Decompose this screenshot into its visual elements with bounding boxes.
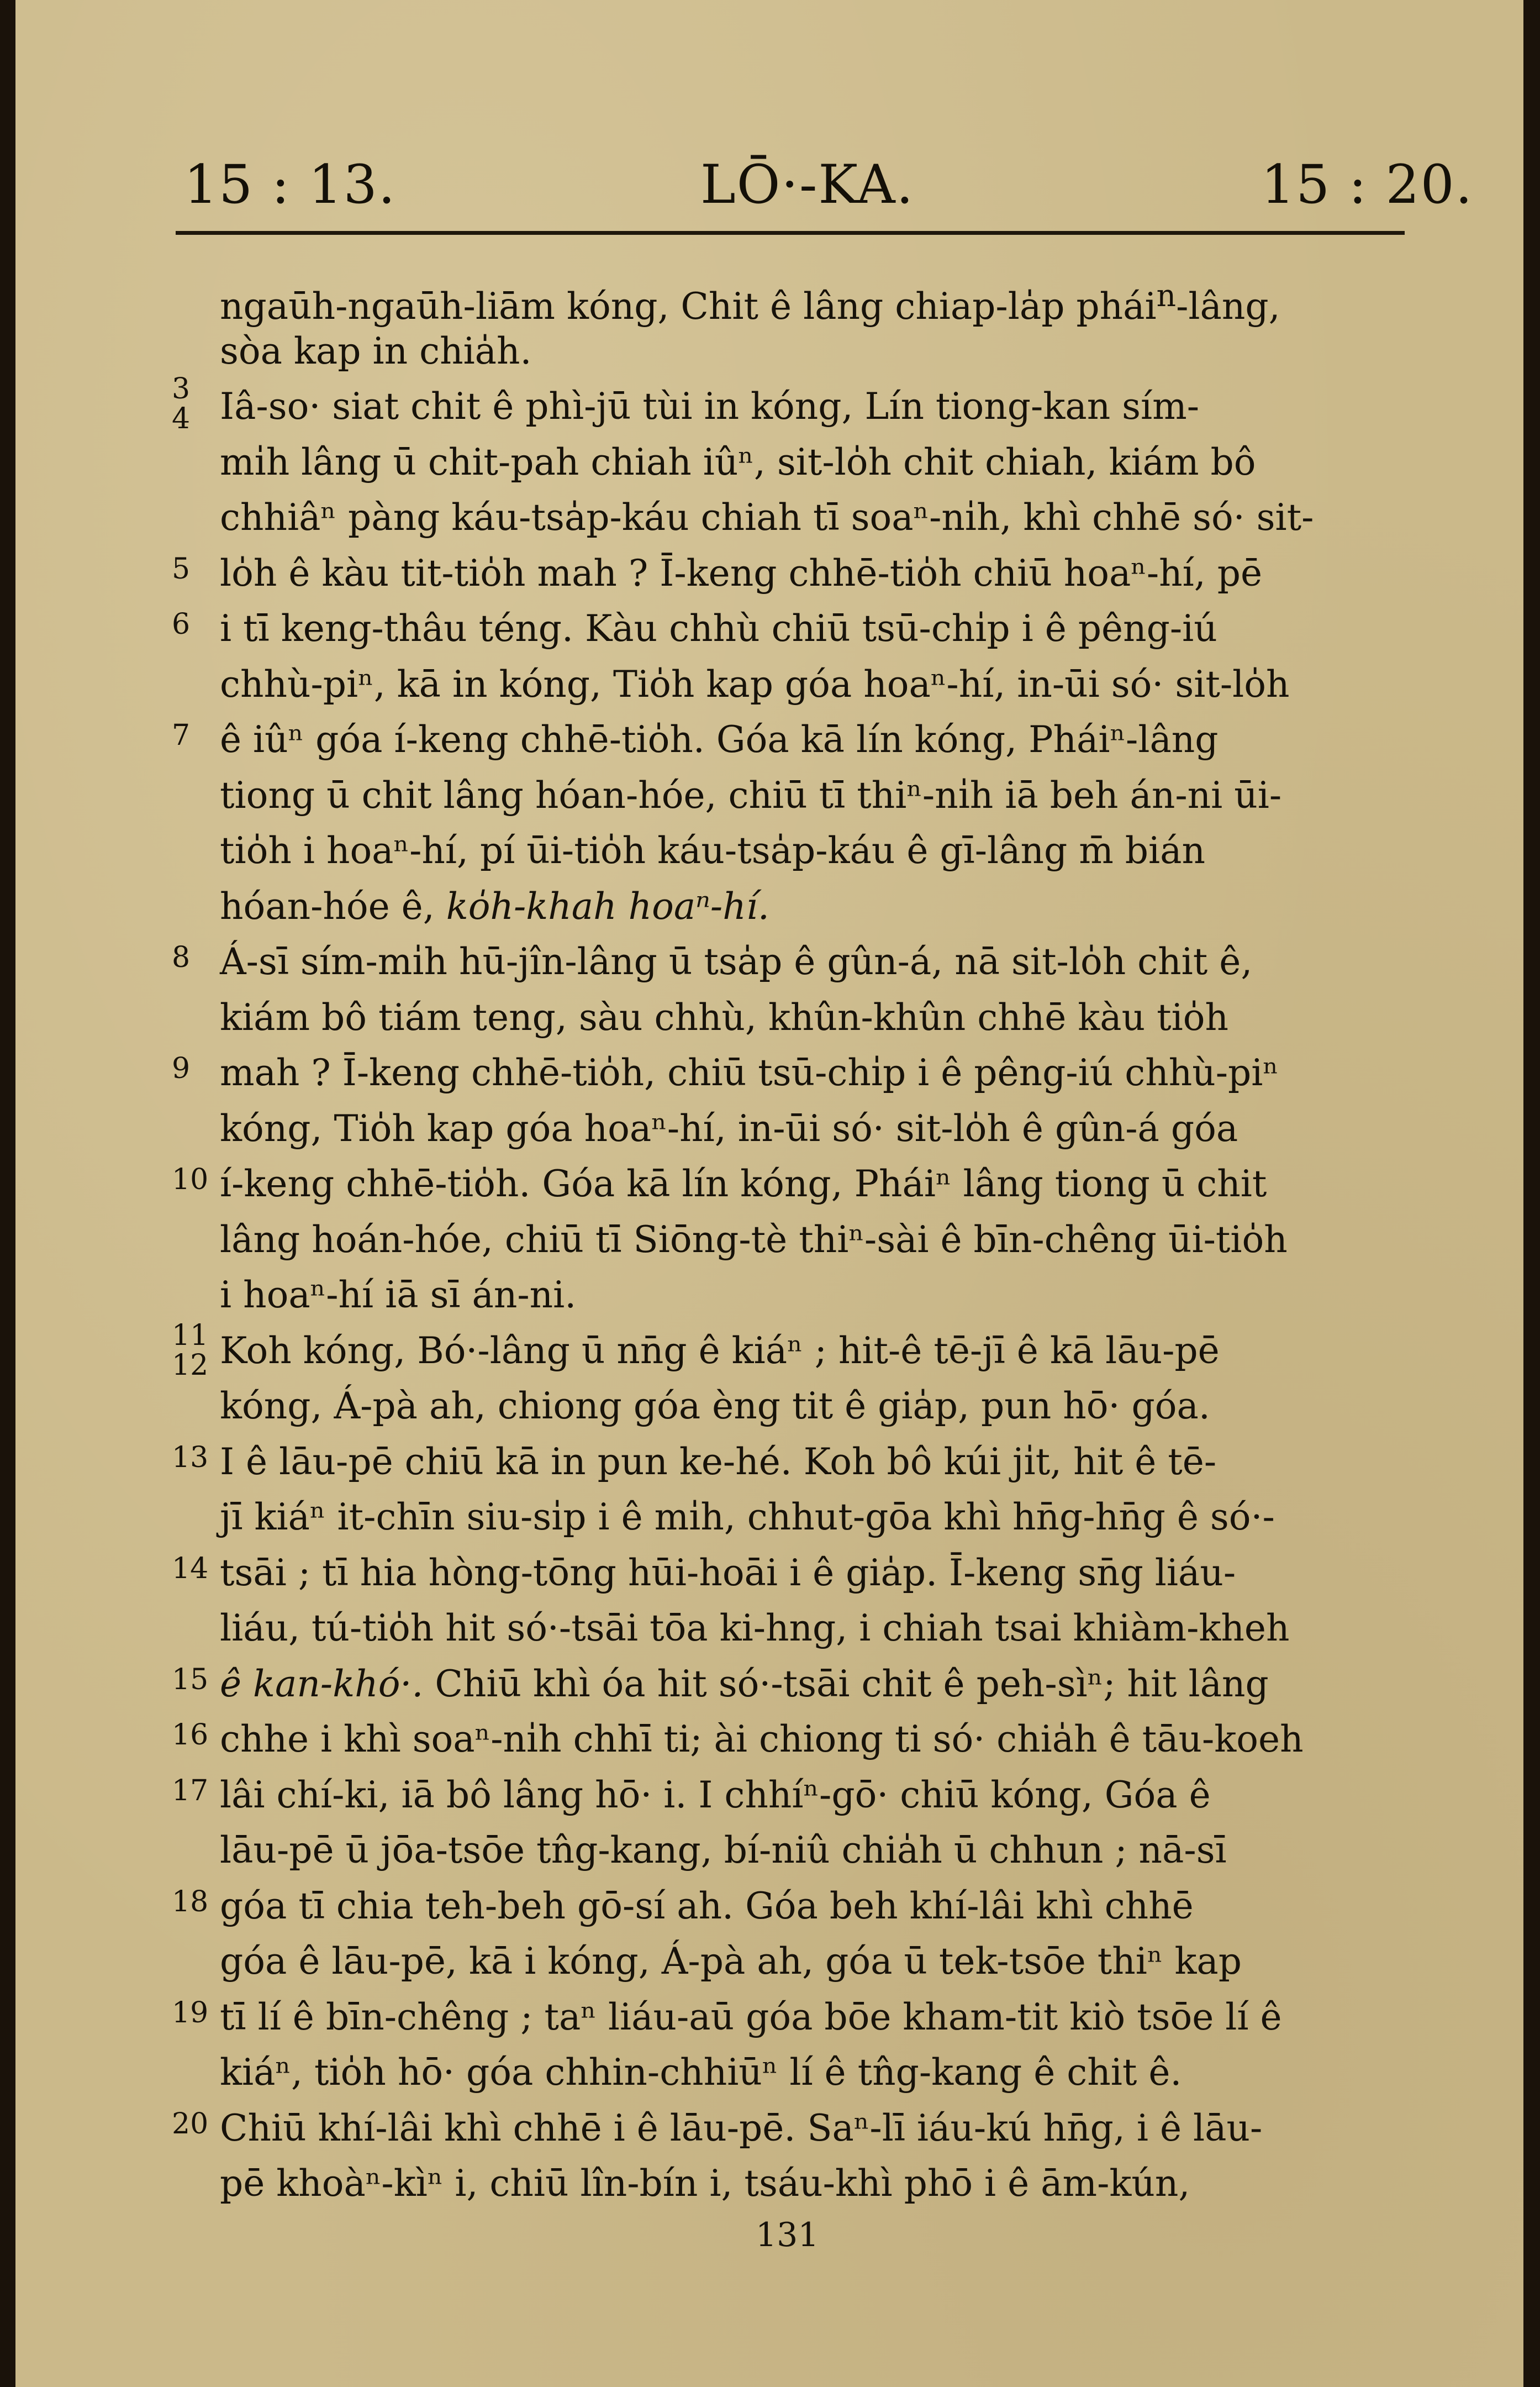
text-line: mi̍h lâng ū chit-pah chiah iûⁿ, sit-lo̍h chit chiah, kiám bô (220, 440, 1256, 483)
verse-number: 11 (172, 1318, 209, 1352)
text-line: i tī keng-thâu téng. Kàu chhù chiū tsū-chi̍p i ê pêng-iú (220, 607, 1217, 650)
verse-number: 3 (172, 372, 191, 406)
text-line: mah ? Ī-keng chhē-tio̍h, chiū tsū-chi̍p i ê pêng-iú chhù-piⁿ (220, 1051, 1279, 1094)
text-line: í-keng chhē-tio̍h. Góa kā lín kóng, Pháiⁿ lâng tiong ū chit (220, 1163, 1267, 1205)
text-line: sòa kap in chia̍h. (220, 329, 532, 372)
verse-number: 7 (172, 719, 191, 752)
text-line: góa tī chia teh-beh gō-sí ah. Góa beh khí-lâi khì chhē (220, 1884, 1194, 1927)
text-line: Iâ-so· siat chit ê phì-jū tùi in kóng, Lín tiong-kan sím- (220, 385, 1200, 428)
verse-number: 14 (172, 1552, 209, 1585)
text-line: tiong ū chit lâng hóan-hóe, chiū tī thiⁿ-ni̍h iā beh án-ni ūi- (220, 774, 1282, 817)
text-line: pē khoàⁿ-kìⁿ i, chiū lîn-bín i, tsáu-khì phō i ê ām-kún, (220, 2162, 1190, 2205)
verse-number: 16 (172, 1718, 209, 1752)
book-page (15, 0, 1523, 2387)
verse-number: 18 (172, 1885, 209, 1918)
text-line: ngaūh-ngaūh-liām kóng, Chit ê lâng chiap-la̍p phái$^n$-lâng, (220, 278, 1280, 328)
verse-number: 4 (172, 402, 191, 435)
text-line: hóan-hóe ê, ko̍h-khah hoaⁿ-hí. (220, 885, 769, 928)
chapter-verse-end: 15 : 20. (1261, 154, 1474, 215)
text-line: góa ê lāu-pē, kā i kóng, Á-pà ah, góa ū tek-tsōe thiⁿ kap (220, 1940, 1242, 1983)
verse-number: 19 (172, 1996, 209, 2030)
text-line: ê iûⁿ góa í-keng chhē-tio̍h. Góa kā lín kóng, Pháiⁿ-lâng (220, 718, 1219, 761)
text-line: I ê lāu-pē chiū kā in pun ke-hé. Koh bô kúi ji̍t, hit ê tē- (220, 1440, 1217, 1483)
text-line: Chiū khí-lâi khì chhē i ê lāu-pē. Saⁿ-lī iáu-kú hn̄g, i ê lāu- (220, 2106, 1263, 2149)
verse-number: 8 (172, 941, 191, 974)
text-line: Koh kóng, Bó·-lâng ū nn̄g ê kiáⁿ ; hit-ê tē-jī ê kā lāu-pē (220, 1329, 1220, 1372)
page-number: 131 (756, 2216, 819, 2254)
verse-number: 12 (172, 1348, 209, 1382)
verse-number: 5 (172, 552, 191, 586)
text-line: Á-sī sím-mi̍h hū-jîn-lâng ū tsa̍p ê gûn-á, nā sit-lo̍h chit ê, (220, 940, 1253, 983)
text-line: kóng, Tio̍h kap góa hoaⁿ-hí, in-ūi só· sit-lo̍h ê gûn-á góa (220, 1107, 1238, 1150)
text-line: liáu, tú-tio̍h hit só·-tsāi tōa ki-hng, i chiah tsai khiàm-kheh (220, 1607, 1290, 1649)
text-line: tsāi ; tī hia hòng-tōng hūi-hoāi i ê gia̍p. Ī-keng sn̄g liáu- (220, 1551, 1236, 1594)
text-line: chhe i khì soaⁿ-ni̍h chhī ti; ài chiong ti só· chia̍h ê tāu-koeh (220, 1718, 1304, 1760)
verse-number: 20 (172, 2107, 209, 2141)
text-line: jī kiáⁿ it-chīn siu-si̍p i ê mi̍h, chhut-gōa khì hn̄g-hn̄g ê só·- (220, 1496, 1275, 1538)
text-line: i hoaⁿ-hí iā sī án-ni. (220, 1274, 577, 1316)
text-line: kóng, Á-pà ah, chiong góa èng tit ê gia̍p, pun hō· góa. (220, 1385, 1210, 1427)
chapter-verse-start: 15 : 13. (184, 154, 397, 215)
verse-number: 6 (172, 608, 191, 641)
text-line: kiám bô tiám teng, sàu chhù, khûn-khûn chhē kàu tio̍h (220, 996, 1228, 1039)
text-line: tio̍h i hoaⁿ-hí, pí ūi-tio̍h káu-tsa̍p-káu ê gī-lâng m̄ bián (220, 829, 1205, 872)
text-line: kiáⁿ, tio̍h hō· góa chhin-chhiūⁿ lí ê tn̂g-kang ê chit ê. (220, 2051, 1182, 2094)
running-title: LŌ·-KA. (700, 154, 915, 215)
verse-number: 17 (172, 1774, 209, 1807)
verse-number: 15 (172, 1663, 209, 1696)
text-line: tī lí ê bīn-chêng ; taⁿ liáu-aū góa bōe kham-tit kiò tsōe lí ê (220, 1995, 1282, 2038)
verse-number: 13 (172, 1440, 209, 1474)
text-line: lāu-pē ū jōa-tsōe tn̂g-kang, bí-niû chia̍h ū chhun ; nā-sī (220, 1829, 1227, 1871)
text-line: lâi chí-ki, iā bô lâng hō· i. I chhíⁿ-gō· chiū kóng, Góa ê (220, 1773, 1211, 1816)
text-line: lâng hoán-hóe, chiū tī Siōng-tè thiⁿ-sài ê bīn-chêng ūi-tio̍h (220, 1218, 1288, 1261)
text-line: ê kan-khó·. Chiū khì óa hit só·-tsāi chit ê peh-sìⁿ; hit lâng (220, 1662, 1269, 1705)
header-rule (176, 231, 1405, 235)
text-line: chhiâⁿ pàng káu-tsa̍p-káu chiah tī soaⁿ-ni̍h, khì chhē só· sit- (220, 496, 1314, 539)
verse-number: 9 (172, 1052, 191, 1085)
text-line: chhù-piⁿ, kā in kóng, Tio̍h kap góa hoaⁿ-hí, in-ūi só· sit-lo̍h (220, 663, 1290, 706)
verse-number: 10 (172, 1163, 209, 1196)
text-line: lo̍h ê kàu tit-tio̍h mah ? Ī-keng chhē-tio̍h chiū hoaⁿ-hí, pē (220, 551, 1263, 595)
